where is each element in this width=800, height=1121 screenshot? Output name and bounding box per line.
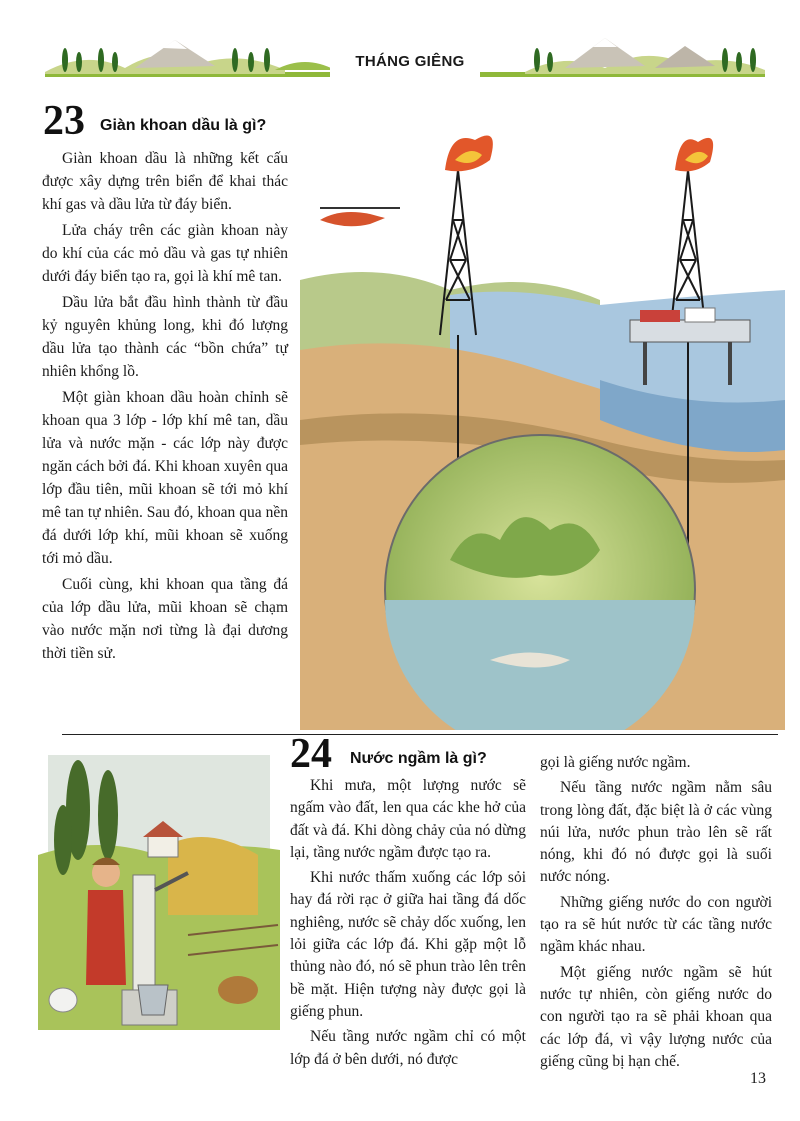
- paragraph: Một giếng nước ngầm sẽ hút nước tự nhiên, còn giếng nước do con người tạo ra sẽ phải khoan qua các lớp đá, vì vậy lượng nước của giếng cũng bị hạn chế.: [540, 963, 772, 1070]
- well-pump-illustration: [38, 755, 280, 1030]
- page-number: 13: [750, 1070, 766, 1087]
- paragraph: Cuối cùng, khi khoan qua tầng đá của lớp dầu lửa, mũi khoan sẽ chạm vào nước mặn nơi từng là đại dương thời tiền sử.: [42, 576, 288, 662]
- question-24-title: Nước ngầm là gì?: [350, 750, 487, 767]
- question-24-number: 24: [290, 731, 332, 777]
- question-24-body-column-2: [540, 752, 772, 1073]
- section-divider: [62, 734, 778, 735]
- paragraph: Dầu lửa bắt đầu hình thành từ đầu kỷ nguyên khủng long, khi đó lượng dầu lửa tạo thành các “bồn chứa” tự nhiên khổng lồ.: [42, 294, 288, 380]
- paragraph: Một giàn khoan dầu hoàn chỉnh sẽ khoan qua 3 lớp - lớp khí mê tan, dầu lửa và nước mặn - các lớp này được ngăn cách bởi đá. Khi khoan xuyên qua lớp đầu tiên, mũi khoan sẽ tới mỏ khí mê tan tự nhiên. Sau đó, khoan qua nền đá dưới lớp khí, mũi khoan sẽ xuống tới mỏ dầu.: [42, 389, 288, 567]
- paragraph: Những giếng nước do con người tạo ra sẽ hút nước từ các tầng nước ngầm khác nhau.: [540, 893, 772, 956]
- paragraph: Nếu tầng nước ngầm nằm sâu trong lòng đất, đặc biệt là ở các vùng núi lửa, nước phun trào lên sẽ rất nóng, khi đó nó được gọi là suối nước nóng.: [540, 779, 772, 886]
- paragraph: Giàn khoan dầu là những kết cấu được xây dựng trên biển để khai thác khí gas và dầu lửa từ đáy biển.: [42, 150, 288, 213]
- question-23-body: [42, 147, 288, 665]
- question-23-title: Giàn khoan dầu là gì?: [100, 117, 267, 134]
- month-label: THÁNG GIÊNG: [355, 53, 465, 70]
- paragraph: Khi nước thấm xuống các lớp sỏi hay đá rời rạc ở giữa hai tầng đá dốc nghiêng, nước sẽ chảy dốc xuống, len lỏi giữa các lớp đá. Khi gặp một lỗ thủng nào đó, nó sẽ phun trào lên trên bề mặt. Hiện tượng này được gọi là giếng phun.: [290, 869, 526, 1020]
- question-24-body-column-1: [290, 775, 526, 1071]
- paragraph: gọi là giếng nước ngầm.: [540, 754, 691, 771]
- paragraph: Lửa cháy trên các giàn khoan này do khí của các mỏ dầu và gas tự nhiên dưới đáy biển tạo ra, gọi là khí mê tan.: [42, 222, 288, 285]
- paragraph: Nếu tầng nước ngầm chỉ có một lớp đá ở bên dưới, nó được: [290, 1028, 526, 1068]
- oil-rig-illustration: [300, 120, 785, 730]
- paragraph: Khi mưa, một lượng nước sẽ ngấm vào đất, len qua các khe hở của đất và đá. Khi dòng chảy của nó dừng lại, tầng nước ngầm được tạo ra.: [290, 777, 526, 861]
- question-23-number: 23: [43, 98, 85, 144]
